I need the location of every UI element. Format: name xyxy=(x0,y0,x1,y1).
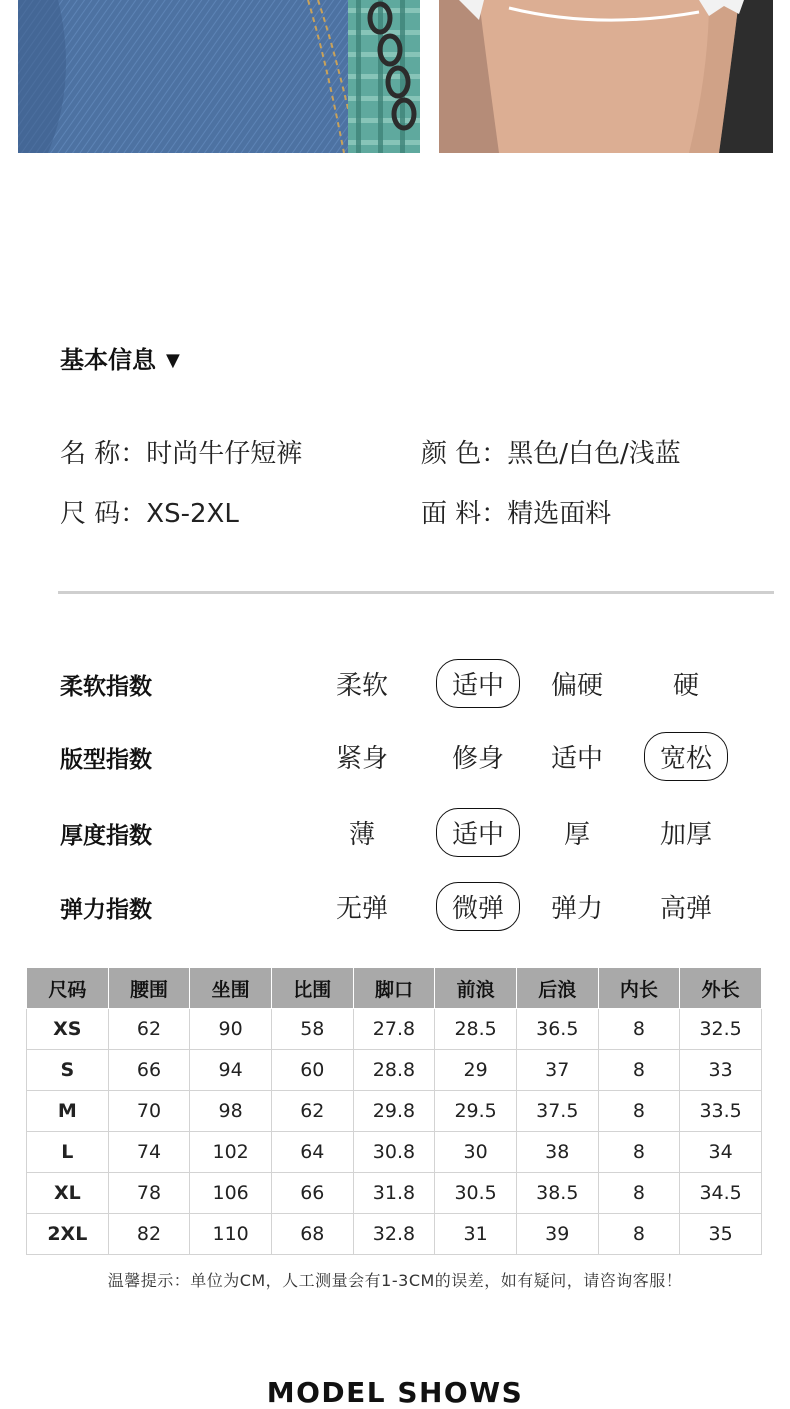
table-cell: 8 xyxy=(598,1009,680,1050)
table-cell: 27.8 xyxy=(353,1009,435,1050)
section-title-text: 基本信息 xyxy=(60,346,156,374)
table-row xyxy=(27,1132,762,1173)
info-color: 颜 色：黑色/白色/浅蓝 xyxy=(421,439,681,469)
table-cell: 74 xyxy=(108,1132,190,1173)
product-photo-leg xyxy=(439,0,773,153)
size-table xyxy=(26,967,762,1255)
section-divider xyxy=(58,591,774,594)
index-option: 高弹 xyxy=(659,894,713,924)
table-cell: 62 xyxy=(271,1091,353,1132)
table-cell: 60 xyxy=(271,1050,353,1091)
product-photo-denim xyxy=(18,0,420,153)
table-cell: 32.5 xyxy=(680,1009,762,1050)
table-cell: 2XL xyxy=(27,1214,109,1255)
size-table-header-cell: 脚口 xyxy=(353,968,435,1009)
table-cell: 64 xyxy=(271,1132,353,1173)
index-option-selected: 适中 xyxy=(452,665,504,702)
measurement-note: 温馨提示：单位为CM，人工测量会有1-3CM的误差，如有疑问，请咨询客服！ xyxy=(107,1271,683,1290)
index-option: 紧身 xyxy=(335,744,389,774)
table-cell: 36.5 xyxy=(516,1009,598,1050)
table-cell: S xyxy=(27,1050,109,1091)
table-cell: 31.8 xyxy=(353,1173,435,1214)
index-option-selected: 宽松 xyxy=(660,738,712,775)
index-label: 厚度指数 xyxy=(60,823,152,849)
model-shows-title: MODEL SHOWS xyxy=(266,1376,524,1409)
index-label: 柔软指数 xyxy=(60,674,152,700)
table-row xyxy=(27,1091,762,1132)
size-table-header-cell: 外长 xyxy=(680,968,762,1009)
size-table-header-cell: 坐围 xyxy=(190,968,272,1009)
size-table-body xyxy=(27,1009,762,1255)
index-option: 加厚 xyxy=(659,820,713,850)
table-cell: 66 xyxy=(108,1050,190,1091)
table-cell: 28.8 xyxy=(353,1050,435,1091)
table-cell: L xyxy=(27,1132,109,1173)
table-cell: 98 xyxy=(190,1091,272,1132)
table-cell: 32.8 xyxy=(353,1214,435,1255)
table-cell: 29 xyxy=(435,1050,517,1091)
index-option: 厚 xyxy=(563,820,591,850)
table-cell: 106 xyxy=(190,1173,272,1214)
index-option: 适中 xyxy=(550,744,604,774)
table-row xyxy=(27,1173,762,1214)
size-table-header-cell: 尺码 xyxy=(27,968,109,1009)
index-label: 版型指数 xyxy=(60,747,152,773)
table-cell: 37 xyxy=(516,1050,598,1091)
size-table-header-cell: 前浪 xyxy=(435,968,517,1009)
table-cell: 90 xyxy=(190,1009,272,1050)
index-option-selected: 微弹 xyxy=(452,888,504,925)
table-cell: 34 xyxy=(680,1132,762,1173)
table-cell: 28.5 xyxy=(435,1009,517,1050)
table-row xyxy=(27,1214,762,1255)
size-table-header-cell: 内长 xyxy=(598,968,680,1009)
table-cell: 70 xyxy=(108,1091,190,1132)
table-cell: 66 xyxy=(271,1173,353,1214)
table-cell: 37.5 xyxy=(516,1091,598,1132)
info-size: 尺 码：XS-2XL xyxy=(60,499,239,529)
index-option: 无弹 xyxy=(335,894,389,924)
index-option: 修身 xyxy=(451,744,505,774)
table-cell: 30.5 xyxy=(435,1173,517,1214)
table-cell: M xyxy=(27,1091,109,1132)
table-cell: 94 xyxy=(190,1050,272,1091)
size-table-header-cell: 腰围 xyxy=(108,968,190,1009)
table-cell: 30.8 xyxy=(353,1132,435,1173)
table-row xyxy=(27,1009,762,1050)
index-option: 弹力 xyxy=(550,894,604,924)
size-table-header-cell: 比围 xyxy=(271,968,353,1009)
table-cell: 78 xyxy=(108,1173,190,1214)
table-cell: 38.5 xyxy=(516,1173,598,1214)
index-option: 柔软 xyxy=(335,671,389,701)
table-cell: 8 xyxy=(598,1091,680,1132)
info-fabric: 面 料：精选面料 xyxy=(421,499,612,529)
table-cell: XL xyxy=(27,1173,109,1214)
table-cell: 8 xyxy=(598,1132,680,1173)
table-cell: 34.5 xyxy=(680,1173,762,1214)
index-option: 硬 xyxy=(672,671,700,701)
table-cell: 31 xyxy=(435,1214,517,1255)
table-cell: 8 xyxy=(598,1173,680,1214)
table-cell: 38 xyxy=(516,1132,598,1173)
index-option-selected: 适中 xyxy=(452,814,504,851)
table-cell: 62 xyxy=(108,1009,190,1050)
table-cell: 33.5 xyxy=(680,1091,762,1132)
table-cell: 35 xyxy=(680,1214,762,1255)
table-cell: 33 xyxy=(680,1050,762,1091)
size-table-header xyxy=(27,968,762,1009)
table-cell: 58 xyxy=(271,1009,353,1050)
table-cell: 102 xyxy=(190,1132,272,1173)
table-cell: 30 xyxy=(435,1132,517,1173)
table-cell: 29.5 xyxy=(435,1091,517,1132)
info-name: 名 称：时尚牛仔短裤 xyxy=(60,439,303,469)
section-title-basic-info xyxy=(60,340,180,375)
table-cell: 8 xyxy=(598,1214,680,1255)
table-cell: XS xyxy=(27,1009,109,1050)
index-label: 弹力指数 xyxy=(60,897,152,923)
table-cell: 110 xyxy=(190,1214,272,1255)
table-cell: 8 xyxy=(598,1050,680,1091)
triangle-down-icon: ▼ xyxy=(166,350,180,371)
table-row xyxy=(27,1050,762,1091)
size-table-header-cell: 后浪 xyxy=(516,968,598,1009)
index-option: 偏硬 xyxy=(550,671,604,701)
index-option: 薄 xyxy=(348,820,376,850)
table-cell: 39 xyxy=(516,1214,598,1255)
table-cell: 68 xyxy=(271,1214,353,1255)
table-cell: 82 xyxy=(108,1214,190,1255)
table-cell: 29.8 xyxy=(353,1091,435,1132)
